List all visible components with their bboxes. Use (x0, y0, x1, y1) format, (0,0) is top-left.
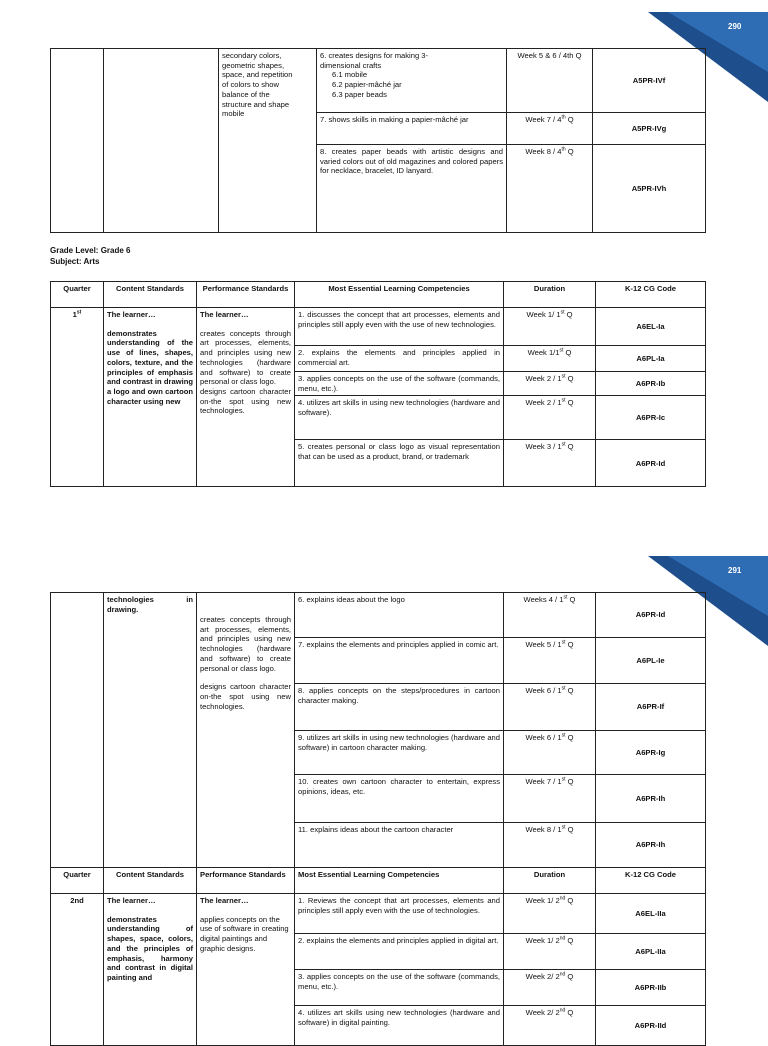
header-melc: Most Essential Learning Competencies (295, 868, 504, 894)
standards-line: secondary colors, (222, 51, 282, 60)
code-cell: A6PR-Ib (596, 372, 706, 396)
code-cell: A6PR-Ih (596, 823, 706, 868)
standards-line: mobile (222, 109, 245, 119)
competency-cell: 3. applies concepts on the use of the software (commands, menu, etc.). (295, 372, 504, 396)
sub-item: 6.1 mobile (332, 70, 368, 80)
content-standards-cell (104, 49, 219, 233)
code-cell: A6PR-If (596, 684, 706, 731)
header-cg-code: K-12 CG Code (596, 868, 706, 894)
header-quarter: Quarter (51, 282, 104, 308)
page-number: 291 (728, 566, 742, 575)
competency-cell: 7. shows skills in making a papier-mâché jar (317, 113, 507, 145)
header-performance-standards: Performance Standards (197, 868, 295, 894)
header-performance-standards: Performance Standards (197, 282, 295, 308)
quarter-cell: 2nd (51, 894, 104, 1046)
standards-line: geometric shapes, (222, 60, 285, 70)
sub-item: 6.2 papier-mâché jar (332, 80, 402, 90)
performance-standards-cell: The learner… creates concepts through art processes, elements, and principles using new technologies (hardware and software) to create personal or class logo. designs cartoon character on-the spot using new technologies. (197, 308, 295, 487)
quarter-cell (51, 593, 104, 868)
code-cell: A6EL-IIa (596, 894, 706, 934)
duration-cell: Week 1/1st Q (504, 346, 596, 372)
duration-cell: Week 5 & 6 / 4th Q (507, 49, 593, 113)
quarter-cell (51, 49, 104, 233)
competency-cell: 2. explains the elements and principles applied in digital art. (295, 934, 504, 970)
duration-cell: Weeks 4 / 1st Q (504, 593, 596, 638)
code-cell: A6PL-Ia (596, 346, 706, 372)
code-cell: A6PR-Ic (596, 396, 706, 440)
competency-cell: 1. Reviews the concept that art processes, elements and principles still apply even with the use of technologies. (295, 894, 504, 934)
performance-standards-cell (219, 49, 317, 233)
subject-label: Subject: Arts (50, 257, 100, 266)
competency-cell: 8. creates paper beads with artistic designs and varied colors out of old magazines and colored papers for necklace, bracelet, ID lanyard. (317, 145, 507, 233)
standards-line: of colors to show (222, 80, 279, 90)
content-standards-cell: technologies in drawing. (104, 593, 197, 868)
competency-cell: 6. explains ideas about the logo (295, 593, 504, 638)
competency-cell: 9. utilizes art skills in using new technologies (hardware and software) in cartoon character making. (295, 731, 504, 775)
duration-cell: Week 5 / 1st Q (504, 638, 596, 684)
header-cg-code: K-12 CG Code (596, 282, 706, 308)
header-content-standards: Content Standards (104, 868, 197, 894)
duration-cell: Week 2/ 2nd Q (504, 970, 596, 1006)
code-cell: A5PR-IVg (593, 113, 706, 145)
competency-cell: 7. explains the elements and principles applied in comic art. (295, 638, 504, 684)
header-content-standards: Content Standards (104, 282, 197, 308)
code-cell: A6PR-Id (596, 440, 706, 487)
code-cell: A6EL-Ia (596, 308, 706, 346)
competency-cell: 2. explains the elements and principles applied in commercial art. (295, 346, 504, 372)
code-cell: A6PR-Ih (596, 775, 706, 823)
code-cell: A6PR-IIb (596, 970, 706, 1006)
duration-cell: Week 2 / 1st Q (504, 372, 596, 396)
code-cell: A5PR-IVf (593, 49, 706, 113)
duration-cell: Week 2/ 2nd Q (504, 1006, 596, 1046)
duration-cell: Week 1/ 2nd Q (504, 934, 596, 970)
code-cell: A6PL-Ie (596, 638, 706, 684)
competency-cell: 11. explains ideas about the cartoon character (295, 823, 504, 868)
code-cell: A6PR-Id (596, 593, 706, 638)
code-cell: A5PR-IVh (593, 145, 706, 233)
content-standards-cell: The learner… demonstrates understanding of shapes, space, colors, and the principles of emphasis, harmony and contrast in digital painting and (104, 894, 197, 1046)
competency-cell: 3. applies concepts on the use of the software (commands, menu, etc.). (295, 970, 504, 1006)
competency-cell: 8. applies concepts on the steps/procedures in cartoon character making. (295, 684, 504, 731)
duration-cell: Week 1/ 1st Q (504, 308, 596, 346)
standards-line: structure and shape (222, 99, 290, 109)
code-cell: A6PR-IId (596, 1006, 706, 1046)
grade6-continuation-table (50, 592, 706, 1046)
duration-cell: Week 3 / 1st Q (504, 440, 596, 487)
competency-cell: 4. utilizes art skills using new technologies (hardware and software) in digital painting. (295, 1006, 504, 1046)
grade-level-label: Grade Level: Grade 6 (50, 246, 131, 255)
quarter-cell: 1st (51, 308, 104, 487)
sub-item: 6.3 paper beads (332, 89, 387, 99)
duration-cell: Week 7 / 4th Q (507, 113, 593, 145)
header-quarter: Quarter (51, 868, 104, 894)
duration-cell: Week 1/ 2nd Q (504, 894, 596, 934)
duration-cell: Week 6 / 1st Q (504, 731, 596, 775)
grade5-continuation-table (50, 48, 706, 233)
standards-line: space, and repetition (222, 70, 293, 80)
duration-cell: Week 6 / 1st Q (504, 684, 596, 731)
page-number: 290 (728, 22, 742, 31)
code-cell: A6PR-Ig (596, 731, 706, 775)
competency-cell: 10. creates own cartoon character to entertain, express opinions, ideas, etc. (295, 775, 504, 823)
code-cell: A6PL-IIa (596, 934, 706, 970)
header-duration: Duration (504, 282, 596, 308)
grade6-quarter1-table (50, 281, 706, 487)
competency-cell: 1. discusses the concept that art processes, elements and principles still apply even with the use of new technologies. (295, 308, 504, 346)
standards-line: balance of the (222, 89, 270, 99)
performance-standards-cell: creates concepts through art processes, elements, and principles using new technologies (hardware and software) to create personal or class logo. designs cartoon character on-the spot using new technologies. (197, 593, 295, 868)
duration-cell: Week 8 / 1st Q (504, 823, 596, 868)
competency-cell: 4. utilizes art skills in using new technologies (hardware and software). (295, 396, 504, 440)
content-standards-cell: The learner… demonstrates understanding of the use of lines, shapes, colors, texture, and the principles of emphasis and contrast in drawing a logo and own cartoon character using new (104, 308, 197, 487)
competency-cell: 5. creates personal or class logo as visual representation that can be used as a product, brand, or trademark (295, 440, 504, 487)
duration-cell: Week 8 / 4th Q (507, 145, 593, 233)
competency-cell: 6. creates designs for making 3- dimensional crafts 6.1 mobile 6.2 papier-mâché jar 6.3 paper beads (317, 49, 507, 113)
duration-cell: Week 2 / 1st Q (504, 396, 596, 440)
duration-cell: Week 7 / 1st Q (504, 775, 596, 823)
performance-standards-cell: The learner… applies concepts on the use of software in creating digital paintings and graphic designs. (197, 894, 295, 1046)
header-melc: Most Essential Learning Competencies (295, 282, 504, 308)
header-duration: Duration (504, 868, 596, 894)
